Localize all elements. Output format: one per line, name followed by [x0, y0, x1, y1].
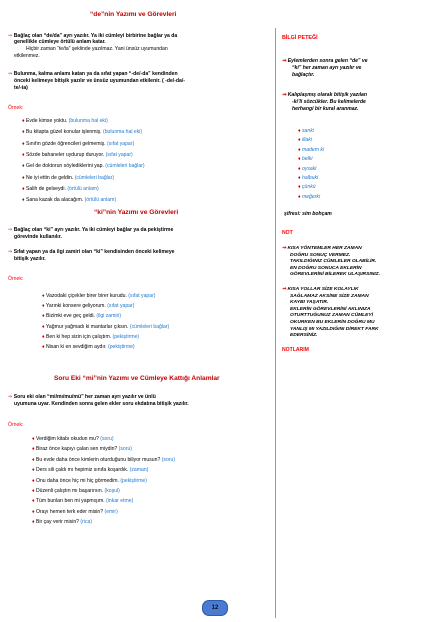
bullet-icon: ♦	[298, 193, 301, 200]
bullet-icon: ♦	[32, 519, 35, 526]
example-text: Ne iyi ettin de geldin.	[25, 174, 75, 181]
bullet-icon: ♦	[298, 165, 301, 172]
bullet-icon: ♦	[32, 436, 35, 442]
bullet-icon: ♦	[22, 197, 25, 204]
example-text: Sözde bahaneler uydurup duruyor.	[25, 151, 106, 158]
example-note: (bulunma hal eki)	[103, 129, 143, 136]
section1-rule1-line1: ⇒ Bağlaç olan “de/da” ayrı yazılır. Ya iki cümleyi birbirine bağlar ya da	[8, 33, 178, 39]
example-item	[42, 303, 134, 309]
arrow-right-icon: ⇒	[8, 33, 13, 39]
example-text: Biraz önce kapıyı çalan sen miydin?	[35, 446, 119, 453]
note-text: SAĞLAMAZ AKSİNE SİZE ZAMAN	[290, 293, 369, 299]
example-note: (zaman)	[129, 467, 149, 474]
bullet-icon: ♦	[22, 185, 25, 192]
note-line	[290, 300, 328, 306]
example-note: (cümleleri bağlar)	[74, 174, 115, 181]
section2-rule1-line2: görevinde kullanılır.	[14, 234, 62, 240]
sidebar-tip1-line1: ⇒ Eylemlerden sonra gelen “de” ve	[282, 58, 368, 64]
example-note: (sıfat yapar)	[106, 140, 135, 147]
section2-rule2-line1: ⇒ Sıfat yapan ya da ilgi zamiri olan “ki” kendisinden önceki kelimeye	[8, 249, 175, 255]
sidebar-word-item	[298, 147, 324, 153]
note-text: KAYBI YAŞATIR.	[290, 300, 329, 306]
sidebar-notes-heading: NOTLARIM	[282, 347, 309, 353]
example-item	[22, 118, 108, 124]
bullet-icon: ♦	[32, 467, 35, 474]
sidebar-word-item	[298, 137, 312, 143]
example-item	[32, 457, 175, 463]
bullet-icon: ♦	[22, 140, 25, 147]
arrow-right-icon: ⇒	[282, 246, 288, 251]
note-text: KISA YÖNTEMLER HER ZAMAN	[287, 246, 362, 251]
example-text: Bir çay verir misin?	[35, 519, 81, 526]
bullet-icon: ♦	[42, 323, 45, 330]
sidebar-word: meğerki	[301, 193, 321, 200]
bullet-icon: ♦	[42, 293, 45, 299]
note-text: DOĞRU SONUÇ VERMEZ.	[290, 252, 351, 258]
example-item	[32, 446, 132, 452]
example-item	[32, 519, 92, 525]
note-text: EDERSİNİZ.	[290, 333, 318, 339]
example-text: Düzenli çalıştın mı başarırsın.	[35, 488, 105, 494]
note-line	[290, 333, 317, 339]
sidebar-word: çünkü	[301, 184, 316, 191]
sidebar-word-item	[298, 128, 314, 134]
bullet-icon: ♦	[298, 128, 301, 134]
example-text: Vazodaki çiçekler birer birer kurudu.	[45, 293, 129, 299]
example-note: (cümleleri bağlar)	[129, 323, 170, 330]
example-note: (koşul)	[104, 488, 120, 494]
example-note: (emir)	[104, 508, 118, 515]
sidebar-word: illaki	[301, 137, 312, 144]
example-note: (bulunma hal eki)	[68, 118, 108, 124]
sidebar-word: madem ki	[301, 146, 325, 153]
section1-rule1-line2: genellikle cümleye örtülü anlam katar.	[14, 39, 106, 45]
sidebar-not-heading: NOT	[282, 230, 293, 236]
arrow-right-icon: ⇒	[8, 394, 13, 400]
example-item	[42, 334, 139, 340]
bullet-icon: ♦	[22, 174, 25, 181]
note-line	[282, 287, 359, 293]
sidebar-heading: BİLGİ PETEĞİ	[282, 35, 318, 41]
example-note: (sıfat yapar)	[105, 151, 133, 158]
example-item	[32, 436, 114, 442]
arrow-right-icon: ⇒	[282, 287, 288, 292]
note-text: EKLERİN GÖREVLERİNİ AKLINIZA	[290, 306, 371, 312]
example-text: Orayı hemen terk eder misin?	[35, 508, 105, 515]
example-item	[22, 141, 134, 147]
example-text: Yarınki konsere geliyorum.	[45, 303, 108, 310]
section1-rule2-line3: te/-ta)	[14, 85, 28, 91]
note-text: EN DOĞRU SONUCA EKLERİN	[290, 265, 362, 271]
section2-title: “ki”nin Yazımı ve Görevleri	[94, 209, 179, 216]
bullet-icon: ♦	[42, 313, 45, 320]
example-item	[42, 344, 135, 350]
example-item	[22, 129, 142, 135]
bullet-icon: ♦	[42, 303, 45, 310]
section3-title: Soru Eki “mi”nin Yazımı ve Cümleye Kattığı Anlamlar	[54, 375, 220, 382]
bullet-icon: ♦	[32, 477, 35, 484]
sidebar-tip2-line1: ⇒ Kalıplaşmış olarak bitişik yazılan	[282, 92, 367, 98]
example-text: Gel de doktorun söylediklerini yap.	[25, 163, 106, 170]
sidebar-tip1-line2: “ki” her zaman ayrı yazılır ve	[292, 65, 362, 71]
bullet-icon: ♦	[298, 137, 301, 144]
main-column	[2, 8, 272, 604]
bullet-icon: ♦	[298, 146, 301, 153]
example-item	[32, 478, 147, 484]
bullet-icon: ♦	[32, 446, 35, 453]
sidebar-word-item	[298, 194, 320, 200]
sidebar-word-item	[298, 156, 312, 162]
sidebar-word-item	[298, 166, 316, 172]
example-item	[32, 498, 133, 504]
sidebar-tip2-line3: herhangi bir kural aranmaz.	[292, 106, 359, 112]
note-text: OTURTTUĞUNUZ ZAMAN CÜMLEYİ	[290, 313, 374, 319]
sidebar-password: şifresi: sim bohçam	[284, 211, 332, 217]
note-text: KISA YOLLAR SİZE KOLAYLIK	[287, 287, 359, 292]
example-note: (soru)	[118, 446, 132, 453]
example-note: (soru)	[161, 456, 176, 463]
example-item	[42, 324, 169, 330]
example-item	[22, 197, 116, 203]
example-item	[42, 293, 155, 299]
section1-title: “de”nin Yazımı ve Görevleri	[90, 11, 177, 18]
bullet-icon: ♦	[22, 118, 25, 124]
example-text: Tüm bunları ben mi yapmışım.	[35, 498, 107, 505]
example-item	[32, 467, 148, 473]
section1-rule2-line1: ⇒ Bulunma, kalma anlamı katan ya da sıfat yapan “-de/-da” kendinden	[8, 71, 178, 77]
example-item	[32, 509, 118, 515]
example-note: (sıfat yapar)	[107, 303, 135, 310]
note-line	[290, 294, 369, 300]
bullet-icon: ♦	[298, 175, 301, 181]
info-sidebar	[275, 28, 415, 618]
note-text: OKURKEN BU EKLERİN DOĞRU MU	[290, 320, 375, 325]
bullet-icon: ♦	[22, 163, 25, 170]
example-note: (cümleleri bağlar)	[105, 163, 145, 170]
bullet-icon: ♦	[298, 156, 301, 163]
bullet-icon: ♦	[32, 498, 35, 505]
section2-rule1-line1: ⇒ Bağlaç olan “ki” ayrı yazılır. Ya iki cümleyi bağlar ya da pekiştirme	[8, 227, 174, 233]
arrow-right-icon: ⇒	[8, 249, 13, 255]
example-note: (ilgi zamiri)	[96, 313, 122, 320]
note-line	[290, 313, 373, 319]
example-note: (sıfat yapar)	[128, 293, 156, 299]
bullet-icon: ♦	[42, 344, 45, 350]
example-item	[22, 175, 114, 181]
example-text: Yağmur yağmadı ki mantarlar çıksın.	[45, 323, 130, 330]
example-note: (rica)	[80, 519, 93, 526]
sidebar-tip2-line2: -ki’li sözcükler. Bu kelimelerde	[292, 99, 366, 105]
example-note: (pekiştirme)	[120, 477, 147, 484]
note-text: TAKILDIĞINIZ CÜMLELER OLABİLİR.	[290, 259, 377, 265]
example-note: (örtülü anlam)	[67, 185, 99, 192]
example-text: Nisan ki en sevdiğim aydır.	[45, 344, 108, 350]
example-item	[22, 163, 145, 169]
note-text: GÖREVLERİNİ BİLEREK ULAŞIRSINIZ.	[290, 272, 380, 278]
example-text: Sınıfın gözde öğrencileri gelmemiş.	[25, 140, 107, 147]
example-text: Evde kimse yoktu.	[25, 118, 69, 124]
section3-rule1-line1: ⇒ Soru eki olan “mi/mı/mu/mü” her zaman ayrı yazılır ve ünlü	[8, 394, 156, 400]
section1-rule1-line4: etkilenmez.	[14, 53, 40, 59]
sidebar-word-item	[298, 175, 318, 181]
sidebar-word-item	[298, 184, 316, 190]
note-text: YANLIŞ MI YAZILDIĞINI DİREKT FARK	[290, 326, 379, 332]
bullet-icon: ♦	[22, 151, 25, 158]
arrow-right-icon: ⇒	[8, 71, 13, 77]
bullet-icon: ♦	[32, 456, 35, 463]
example-note: (pekiştirme)	[112, 333, 140, 340]
sidebar-word: halbuki	[301, 175, 319, 181]
section2-example-label: Örnek:	[8, 276, 24, 282]
sidebar-word: belki	[301, 156, 313, 163]
example-text: Bu kitapta güzel konular işlenmiş.	[25, 129, 103, 136]
example-item	[42, 313, 121, 319]
arrow-right-icon: ⇒	[282, 58, 287, 64]
example-note: (inkar etme)	[106, 498, 134, 505]
section1-rule2-line2: önceki kelimeye bitişik yazılır ve ünsüz uyumundan etkilenir. ( -de/-da/-	[14, 78, 185, 84]
example-item	[32, 488, 120, 494]
note-line	[290, 327, 379, 333]
note-line	[290, 253, 350, 259]
example-text: Ben ki hep sizin için çalıştım.	[45, 333, 113, 340]
section3-rule1-line2: uyumuna uyar. Kendinden sonra gelen ekler soru ekdatına bitişik yazılır.	[14, 401, 189, 407]
section2-rule2-line2: bitişik yazılır.	[14, 256, 46, 262]
example-note: (örtülü anlam)	[84, 197, 117, 204]
example-note: (soru)	[100, 436, 114, 442]
sidebar-tip1-line3: bağlaçtır.	[292, 72, 315, 78]
note-line	[282, 246, 362, 252]
example-text: Bizimki eve geç geldi.	[45, 313, 97, 320]
bullet-icon: ♦	[32, 488, 35, 494]
example-text: Bu evde daha önce kimlerin oturduğunu biliyor musun?	[35, 456, 162, 463]
example-note: (pekiştirme)	[108, 344, 135, 350]
arrow-right-icon: ⇒	[282, 92, 287, 98]
sidebar-word: sanki	[301, 128, 314, 134]
example-text: Salih de gelseydi.	[25, 185, 68, 192]
note-line	[290, 320, 375, 326]
section3-example-label: Örnek:	[8, 422, 24, 428]
example-text: Sana kazak da alacağım.	[25, 197, 85, 204]
arrow-right-icon: ⇒	[8, 227, 13, 233]
bullet-icon: ♦	[298, 184, 301, 191]
example-text: Verdiğim kitabı okudun mu?	[35, 436, 101, 442]
sidebar-word: oysaki	[301, 165, 317, 172]
example-item	[22, 152, 133, 158]
example-item	[22, 186, 99, 192]
bullet-icon: ♦	[32, 508, 35, 515]
example-text: Ders sili çaldı mı hepimiz sınıfa koşardık.	[35, 467, 130, 474]
section1-rule1-line3: Hiçbir zaman “te/ta” şeklinde yazılmaz. Yani ünsüz uyumundan	[26, 46, 168, 52]
bullet-icon: ♦	[22, 129, 25, 136]
section1-example-label: Örnek:	[8, 105, 24, 111]
note-line	[290, 259, 376, 265]
note-line	[290, 272, 380, 278]
example-text: Onu daha önce hiç mi hiç görmedim.	[35, 477, 121, 484]
page-number: 12	[202, 600, 228, 616]
bullet-icon: ♦	[42, 333, 45, 340]
